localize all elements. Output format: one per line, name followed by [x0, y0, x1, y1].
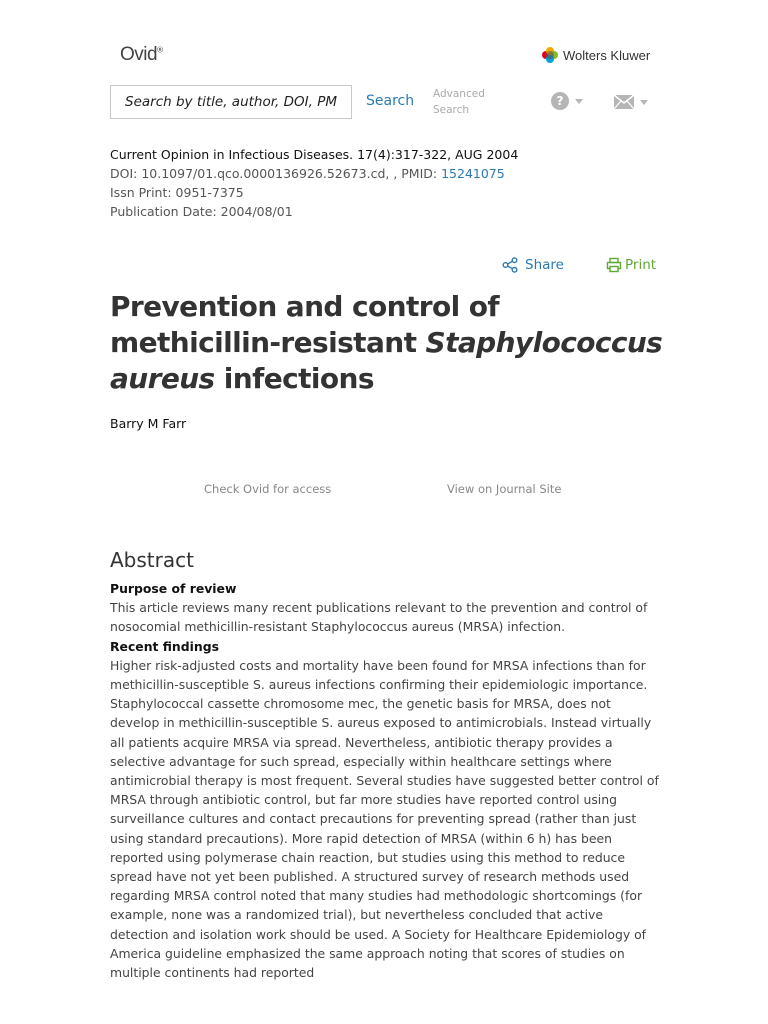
share-icon	[502, 257, 518, 273]
check-ovid-access-link[interactable]: Check Ovid for access	[204, 482, 332, 496]
article-title: Prevention and control of methicillin-resistant Staphylococcus aureus infections	[110, 290, 663, 395]
chevron-down-icon	[575, 99, 583, 104]
purpose-text: This article reviews many recent publications relevant to the prevention and control of nosocomial methicillin-resistant Staphylococcus aureus (MRSA) infection.	[110, 600, 648, 635]
findings-heading: Recent findings	[110, 638, 219, 654]
findings-text: Higher risk-adjusted costs and mortality have been found for MRSA infections than for methicillin-susceptible S. aureus infections confirming their epidemiologic importance. Staphylococcal cassette chromosome mec, the genetic basis for MRSA, does not develop in methicillin-susceptible S. aureus exposed to antimicrobials. Instead virtually all patients acquire MRSA via spread. Nevertheless, antibiotic therapy provides a selective advantage for such spread, especially within healthcare settings where antimicrobial therapy is most frequent. Several studies have suggested better control of MRSA through antibiotic control, but far more studies have reported control using surveillance cultures and contact precautions for preventing spread (rather than just using standard precautions). More rapid detection of MRSA (within 6 h) has been reported using polymerase chain reaction, but studies using this method to reduce spread have not yet been published. A structured survey of research methods used regarding MRSA control noted that many studies had methodologic shortcomings (for example, none was a randomized trial), but nevertheless concluded that active detection and isolation work should be used. A Society for Healthcare Epidemiology of America guideline emphasized the same approach noting that scores of studies on multiple continents had reported	[110, 657, 659, 981]
print-button[interactable]: Print	[606, 257, 656, 273]
journal-citation: Current Opinion in Infectious Diseases. 17(4):317-322, AUG 2004	[110, 147, 519, 162]
abstract-body	[110, 579, 662, 982]
author-name[interactable]: Barry M Farr	[110, 416, 187, 431]
help-icon: ?	[551, 92, 569, 110]
search-button[interactable]: Search	[366, 93, 415, 109]
envelope-icon	[614, 95, 634, 109]
wolters-kluwer-mark-icon	[542, 47, 558, 63]
pmid-link[interactable]: 15241075	[441, 166, 505, 181]
chevron-down-icon	[640, 100, 648, 105]
view-journal-site-link[interactable]: View on Journal Site	[447, 482, 562, 496]
ovid-logo[interactable]: Ovid®	[120, 44, 163, 65]
help-menu-button[interactable]	[551, 92, 583, 110]
advanced-search-link[interactable]: Advanced Search	[433, 88, 485, 116]
abstract-heading: Abstract	[110, 548, 194, 572]
issn-line: Issn Print: 0951-7375	[110, 185, 244, 200]
search-input[interactable]	[111, 86, 351, 118]
doi-line: DOI: 10.1097/01.qco.0000136926.52673.cd, , PMID: 15241075	[110, 166, 505, 181]
share-button[interactable]: Share	[502, 257, 564, 273]
email-menu-button[interactable]	[614, 95, 648, 109]
wolters-kluwer-logo[interactable]	[542, 47, 650, 63]
purpose-heading: Purpose of review	[110, 581, 237, 596]
publication-date: Publication Date: 2004/08/01	[110, 204, 293, 219]
printer-icon	[606, 257, 622, 273]
search-box	[110, 85, 352, 119]
citation-block	[110, 145, 518, 221]
wolters-kluwer-text: Wolters Kluwer	[563, 47, 651, 63]
